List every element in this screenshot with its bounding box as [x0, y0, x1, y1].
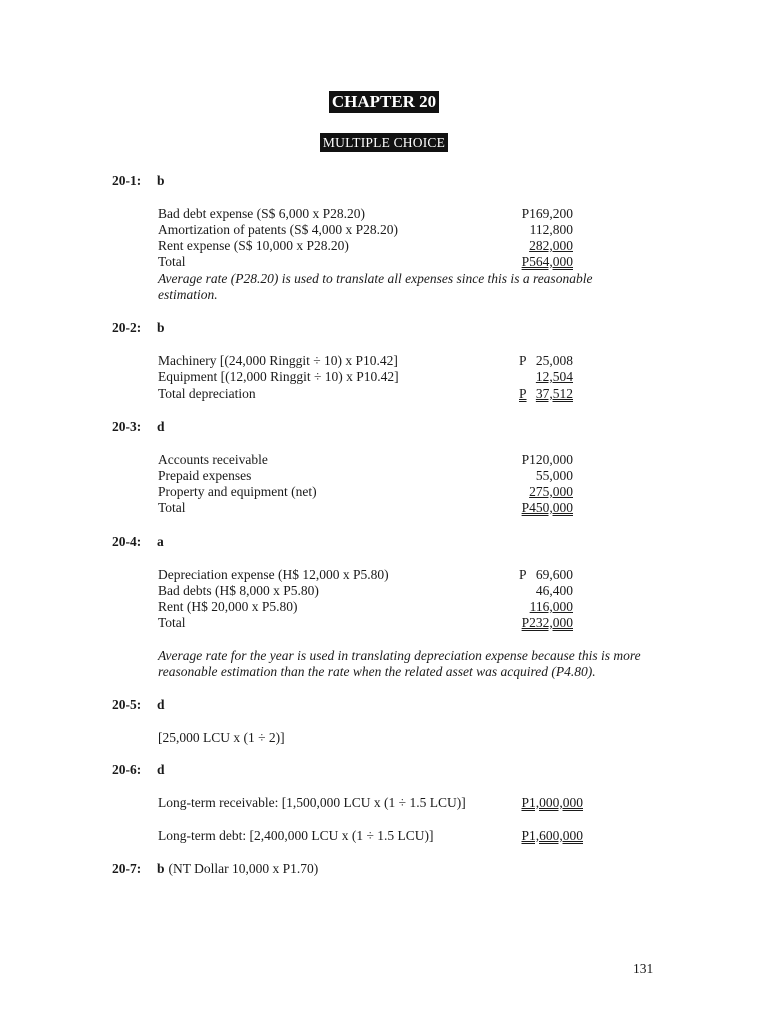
question-number: 20-3: [112, 419, 142, 434]
chapter-title: CHAPTER 20 [329, 91, 439, 114]
row-amount: P232,000 [521, 615, 573, 630]
table-row [158, 452, 573, 468]
row-description: Rent expense (S$ 10,000 x P28.20) [158, 238, 349, 253]
table-row [158, 795, 583, 811]
table-row-total [158, 615, 573, 631]
answer-letter: d [157, 697, 165, 712]
row-amount: 46,400 [535, 583, 573, 598]
explanation-note: Average rate for the year is used in translating depreciation expense because this is more reasonable estimation than the rate when the related asset was acquired (P4.80). [158, 648, 641, 679]
page-number: 131 [633, 961, 654, 976]
section-heading [0, 135, 768, 151]
answer-letter: b [157, 320, 165, 335]
row-amount: 275,000 [529, 484, 573, 499]
row-description: Total [158, 500, 186, 515]
row-description: Prepaid expenses [158, 468, 252, 483]
row-description: Property and equipment (net) [158, 484, 317, 499]
row-amount: P120,000 [521, 452, 573, 467]
table-row [158, 369, 573, 385]
row-description: Bad debts (H$ 8,000 x P5.80) [158, 583, 319, 598]
currency-prefix: P [519, 386, 527, 401]
question-20-7-header [112, 861, 318, 877]
answer-letter: d [157, 762, 165, 777]
row-description: Long-term debt: [2,400,000 LCU x (1 ÷ 1.5 LCU)] [158, 828, 434, 843]
table-row [158, 583, 573, 599]
row-amount: 37,512 [535, 386, 573, 401]
row-description: Total [158, 615, 186, 630]
row-amount: 12,504 [535, 369, 573, 384]
section-title: MULTIPLE CHOICE [320, 133, 448, 152]
answer-letter: d [157, 419, 165, 434]
row-amount: 69,600 [535, 567, 573, 582]
row-amount: 112,800 [529, 222, 573, 237]
row-amount: 116,000 [529, 599, 573, 614]
table-row [158, 567, 573, 583]
currency-prefix: P [519, 567, 527, 582]
question-number: 20-7: [112, 861, 142, 876]
row-amount: P450,000 [521, 500, 573, 515]
question-number: 20-1: [112, 173, 142, 188]
row-amount: P564,000 [521, 254, 573, 269]
table-row-total [158, 500, 573, 516]
row-description: Total [158, 254, 186, 269]
question-20-3-header [112, 419, 165, 435]
table-row [158, 222, 573, 238]
row-description: Rent (H$ 20,000 x P5.80) [158, 599, 298, 614]
question-20-6-header [112, 762, 165, 778]
table-row [158, 828, 583, 844]
table-row [158, 353, 573, 369]
explanation-note: Average rate (P28.20) is used to translate all expenses since this is a reasonable estimation. [158, 271, 593, 302]
row-amount: 55,000 [535, 468, 573, 483]
question-20-2-header [112, 320, 165, 336]
table-row-total [158, 386, 573, 402]
question-20-5-header [112, 697, 165, 713]
chapter-heading [0, 92, 768, 112]
row-amount: 282,000 [529, 238, 573, 253]
question-number: 20-5: [112, 697, 142, 712]
question-20-1-header [112, 173, 165, 189]
question-number: 20-6: [112, 762, 142, 777]
table-row [158, 484, 573, 500]
row-amount: P1,600,000 [521, 828, 583, 843]
table-row [158, 468, 573, 484]
answer-letter: b [157, 861, 165, 876]
row-amount: 25,008 [535, 353, 573, 368]
table-row [158, 599, 573, 615]
row-description: Long-term receivable: [1,500,000 LCU x (1 ÷ 1.5 LCU)] [158, 795, 466, 810]
question-20-4-header [112, 534, 164, 550]
row-description: Bad debt expense (S$ 6,000 x P28.20) [158, 206, 365, 221]
row-description: Total depreciation [158, 386, 256, 401]
table-row [158, 238, 573, 254]
answer-letter: b [157, 173, 165, 188]
row-description: Accounts receivable [158, 452, 268, 467]
row-amount: P169,200 [521, 206, 573, 221]
table-row [158, 206, 573, 222]
row-amount: P1,000,000 [521, 795, 583, 810]
table-row-total [158, 254, 573, 270]
row-description: Machinery [(24,000 Ringgit ÷ 10) x P10.42] [158, 353, 398, 368]
answer-letter: a [157, 534, 164, 549]
row-description: Depreciation expense (H$ 12,000 x P5.80) [158, 567, 389, 582]
row-description: Equipment [(12,000 Ringgit ÷ 10) x P10.42] [158, 369, 399, 384]
computation-text: [25,000 LCU x (1 ÷ 2)] [158, 730, 285, 745]
question-number: 20-4: [112, 534, 142, 549]
currency-prefix: P [519, 353, 527, 368]
row-description: Amortization of patents (S$ 4,000 x P28.20) [158, 222, 398, 237]
computation-text: (NT Dollar 10,000 x P1.70) [168, 861, 319, 876]
question-number: 20-2: [112, 320, 142, 335]
